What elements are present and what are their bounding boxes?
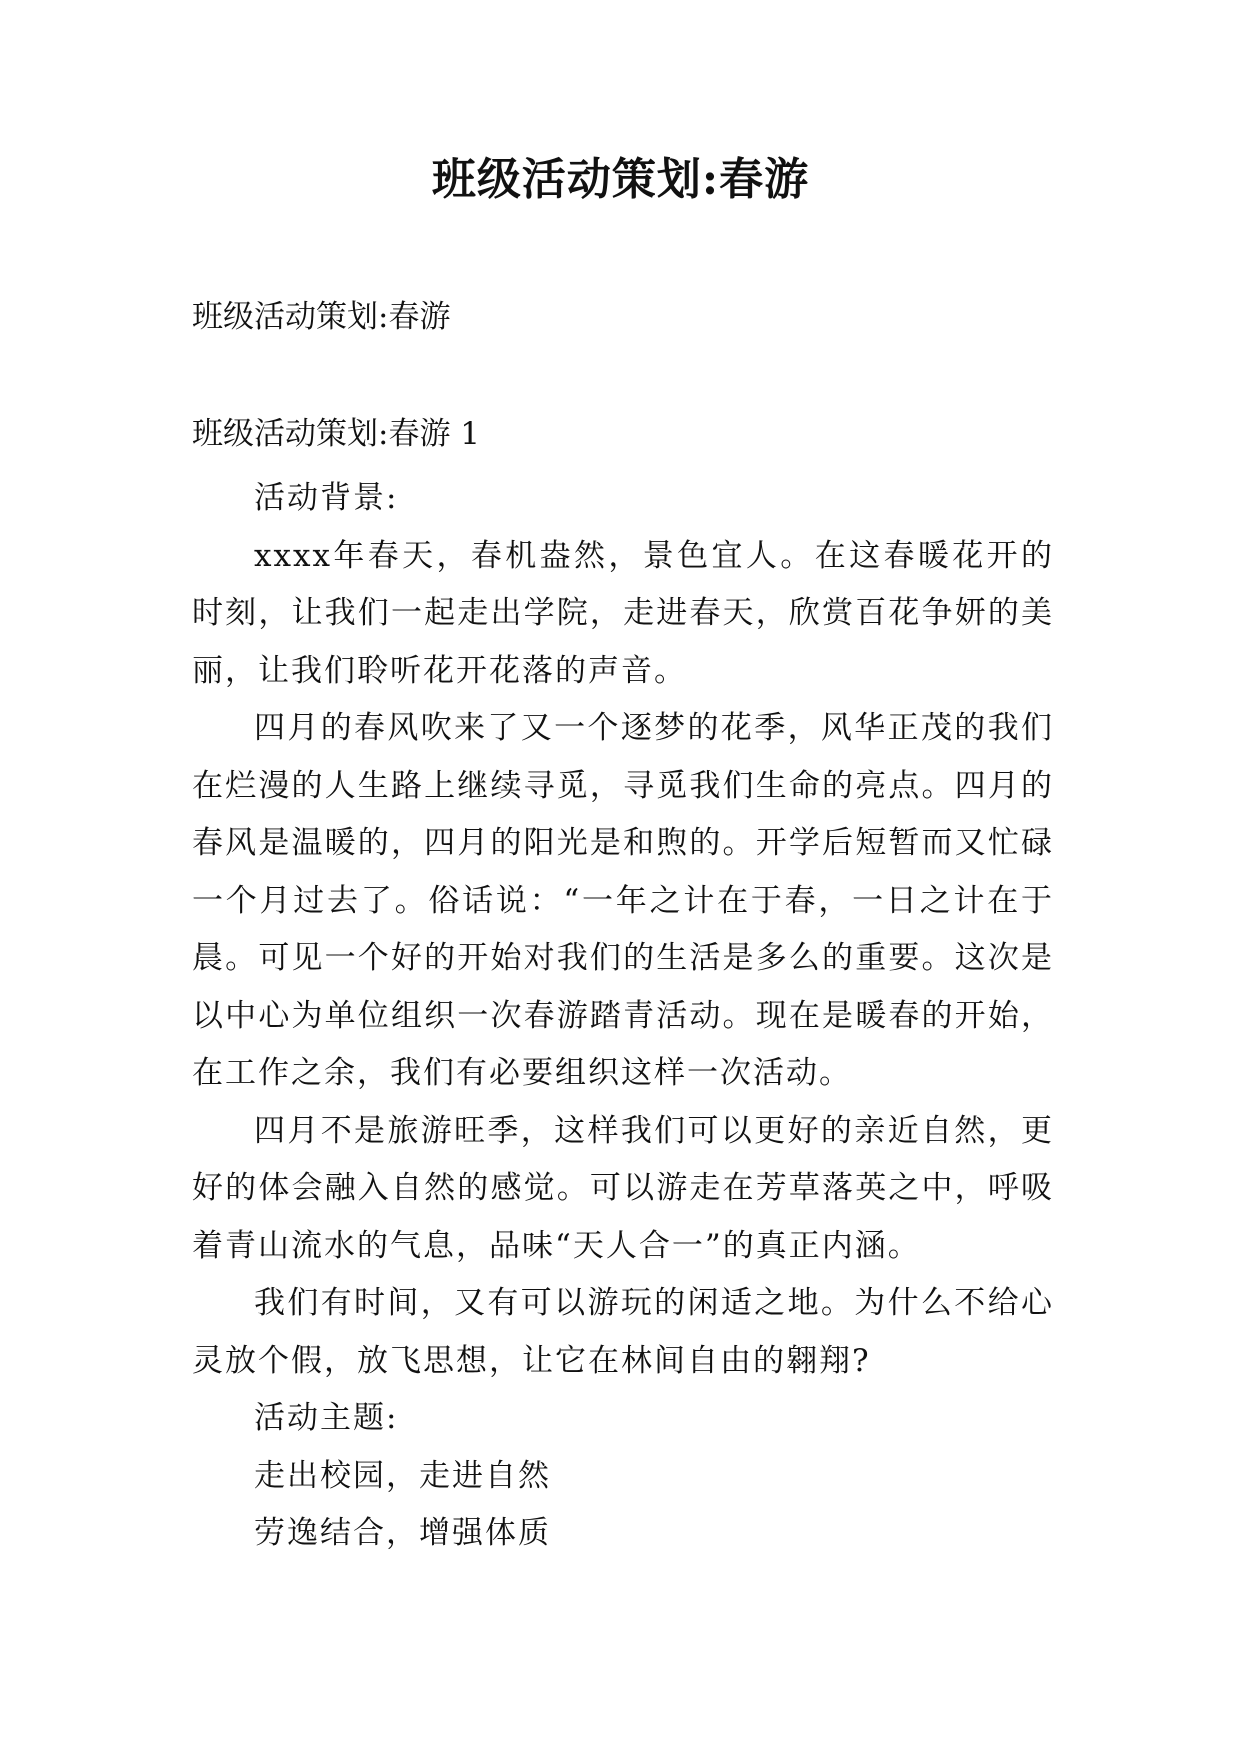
document-title: 班级活动策划:春游 [431,154,810,205]
theme-item: 劳逸结合，增强体质 [254,1515,551,1551]
paragraph: xxxx年春天，春机盎然，景色宜人。在这春暖花开的时刻，让我们一起走出学院，走进春天，欣赏百花争妍的美丽，让我们聆听花开花落的声音。 [192,537,1054,689]
document-subtitle: 班级活动策划:春游 [192,299,451,335]
section-heading: 班级活动策划:春游 1 [192,416,481,452]
theme-item: 走出校园，走进自然 [254,1457,551,1494]
paragraph-background-heading: 活动背景: [254,480,399,516]
paragraph: 四月不是旅游旺季，这样我们可以更好的亲近自然，更好的体会融入自然的感觉。可以游走在芳草落英之中，呼吸着青山流水的气息，品味“天人合一”的真正内涵。 [192,1112,1054,1264]
document-body [192,470,1054,1563]
paragraph-theme-heading: 活动主题: [254,1400,399,1436]
paragraph: 四月的春风吹来了又一个逐梦的花季，风华正茂的我们在烂漫的人生路上继续寻觅，寻觅我们生命的亮点。四月的春风是温暖的，四月的阳光是和煦的。开学后短暂而又忙碌一个月过去了。俗话说：“一年之计在于春，一日之计在于晨。可见一个好的开始对我们的生活是多么的重要。这次是以中心为单位组织一次春游踏青活动。现在是暖春的开始，在工作之余，我们有必要组织这样一次活动。 [192,710,1054,1091]
paragraph: 我们有时间，又有可以游玩的闲适之地。为什么不给心灵放个假，放飞思想，让它在林间自由的翱翔? [192,1285,1054,1379]
